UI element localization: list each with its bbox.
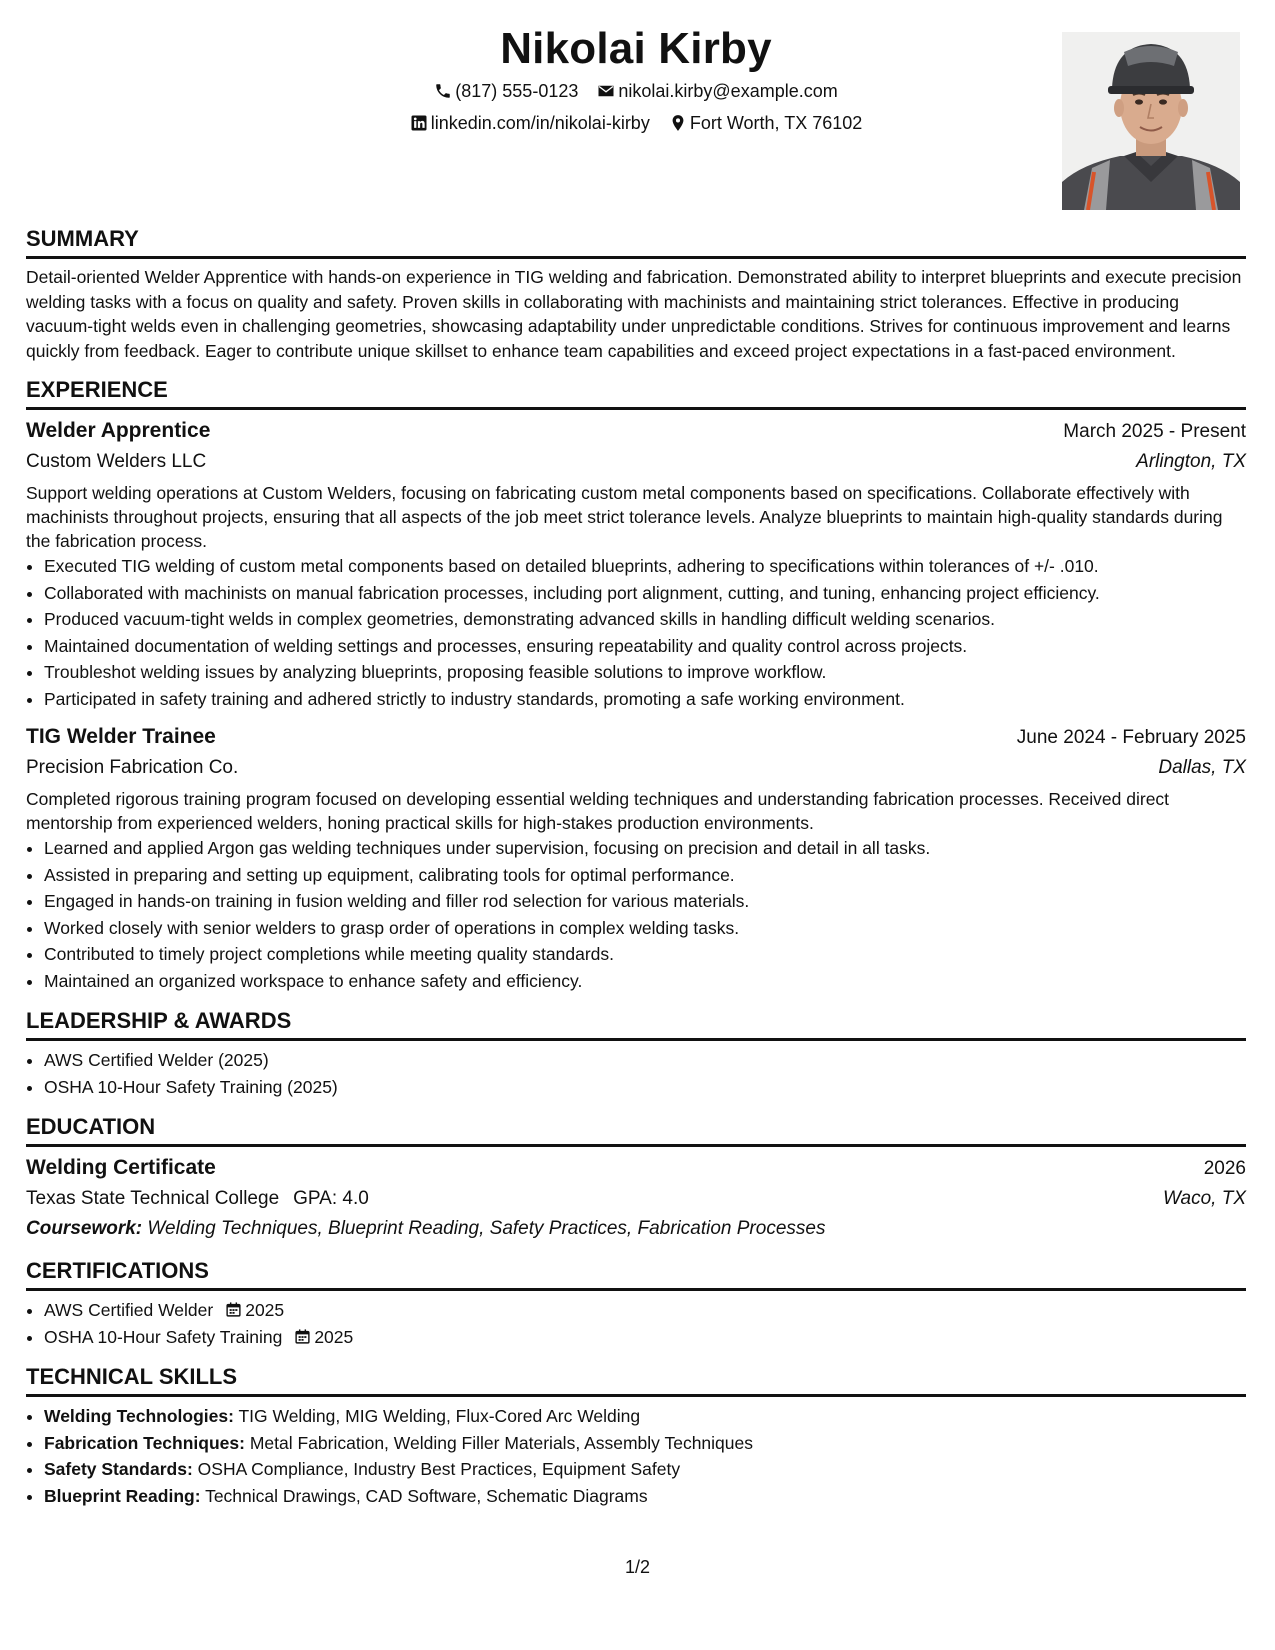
- skill-value: TIG Welding, MIG Welding, Flux-Cored Arc Welding: [238, 1406, 641, 1426]
- certification-year: 2025: [245, 1300, 285, 1320]
- coursework-list: Welding Techniques, Blueprint Reading, Safety Practices, Fabrication Processes: [147, 1218, 826, 1239]
- job-entry: [26, 416, 1246, 712]
- contact-location: [669, 110, 862, 136]
- list-item: • Contributed to timely project completions while meeting quality standards.: [44, 941, 1246, 968]
- skill-label: Fabrication Techniques:: [44, 1432, 245, 1453]
- job-company: Custom Welders LLC: [26, 451, 207, 472]
- list-item: • Engaged in hands-on training in fusion welding and filler rod selection for various materials.: [44, 888, 1246, 915]
- section-heading: CERTIFICATIONS: [26, 1258, 1246, 1291]
- profile-photo: [1062, 32, 1240, 210]
- summary-section: [26, 226, 1246, 363]
- certifications-section: [26, 1258, 1246, 1350]
- calendar-icon: [294, 1328, 311, 1345]
- map-pin-icon: [669, 114, 687, 132]
- resume-content: [26, 226, 1246, 1523]
- list-item: [44, 1456, 1246, 1483]
- job-bullets: [26, 553, 1246, 712]
- linkedin-icon: [410, 114, 428, 132]
- school-name: Texas State Technical College: [26, 1188, 280, 1209]
- section-heading: TECHNICAL SKILLS: [26, 1364, 1246, 1397]
- list-item: • Collaborated with machinists on manual fabrication processes, including port alignment, cutting, and tuning, enhancing project efficiency.: [44, 580, 1246, 607]
- list-item: • Worked closely with senior welders to grasp order of operations in complex welding tasks.: [44, 915, 1246, 942]
- list-item: [44, 1483, 1246, 1510]
- list-item: • Executed TIG welding of custom metal components based on detailed blueprints, adhering to specifications within tolerances of +/- .010.: [44, 553, 1246, 580]
- skill-label: Safety Standards:: [44, 1459, 193, 1479]
- job-bullets: [26, 835, 1246, 994]
- certifications-list: [26, 1297, 1246, 1350]
- job-location: Arlington, TX: [1136, 451, 1246, 472]
- skill-label: Welding Technologies:: [44, 1406, 234, 1426]
- skill-label: Blueprint Reading:: [44, 1485, 201, 1506]
- list-item: • AWS Certified Welder (2025): [44, 1047, 1246, 1074]
- school-location: Waco, TX: [1162, 1188, 1246, 1209]
- list-item: • Learned and applied Argon gas welding techniques under supervision, focusing on precision and detail in all tasks.: [44, 835, 1246, 862]
- job-title: TIG Welder Trainee: [26, 725, 216, 748]
- job-location: Dallas, TX: [1158, 757, 1246, 778]
- section-heading: EXPERIENCE: [26, 377, 1246, 410]
- page-number: 1/2: [624, 1557, 651, 1577]
- certification-year: 2025: [314, 1326, 354, 1347]
- section-heading: EDUCATION: [26, 1114, 1246, 1147]
- skill-value: Technical Drawings, CAD Software, Schematic Diagrams: [205, 1485, 648, 1506]
- coursework-label: Coursework:: [26, 1218, 143, 1239]
- list-item: • Participated in safety training and adhered strictly to industry standards, promoting a safe working environment.: [44, 686, 1246, 713]
- skill-value: Metal Fabrication, Welding Filler Materials, Assembly Techniques: [249, 1432, 754, 1453]
- job-company: Precision Fabrication Co.: [26, 757, 239, 778]
- list-item: • Maintained an organized workspace to enhance safety and efficiency.: [44, 968, 1246, 995]
- job-title: Welder Apprentice: [26, 419, 211, 442]
- skills-section: [26, 1364, 1246, 1509]
- contact-email: [597, 78, 837, 104]
- email-link[interactable]: nikolai.kirby@example.com: [618, 81, 838, 101]
- coursework-line: [26, 1214, 1246, 1244]
- contact-linkedin: [410, 110, 650, 136]
- certification-name: OSHA 10-Hour Safety Training: [44, 1326, 283, 1347]
- school-line: [26, 1184, 369, 1214]
- job-dates: March 2025 - Present: [1063, 421, 1246, 442]
- list-item: [44, 1297, 1246, 1324]
- experience-section: [26, 377, 1246, 994]
- job-description: Support welding operations at Custom Welders, focusing on fabricating custom metal components based on specifications. Collaborate effectively with machinists throughout projects, ensuring that all aspects of the job meet strict tolerance levels. Analyze blueprints to maintain high-quality standards during the fabrication process.: [26, 483, 1223, 551]
- location-text: Fort Worth, TX 76102: [689, 113, 863, 133]
- linkedin-link[interactable]: linkedin.com/in/nikolai-kirby: [430, 113, 650, 133]
- list-item: • Maintained documentation of welding settings and processes, ensuring repeatability and quality control across projects.: [44, 633, 1246, 660]
- list-item: [44, 1324, 1246, 1351]
- list-item: [44, 1430, 1246, 1457]
- contact-phone: [434, 78, 578, 104]
- summary-text: Detail-oriented Welder Apprentice with hands-on experience in TIG welding and fabrication. Demonstrated ability to interpret blueprints and execute precision welding tasks with a focus on quality and safety. Proven skills in collaborating with machinists and maintaining strict tolerances. Effective in producing vacuum-tight welds even in challenging geometries, showcasing adaptability under unpredictable conditions. Strives for continuous improvement and learns quickly from feedback. Eager to contribute unique skillset to enhance team capabilities and exceed project expectations in a fast-paced environment.: [26, 267, 1242, 361]
- job-entry: [26, 722, 1246, 994]
- resume-header: [26, 22, 1246, 222]
- degree-title: Welding Certificate: [26, 1156, 216, 1179]
- gpa: GPA: 4.0: [293, 1188, 369, 1209]
- awards-section: [26, 1008, 1246, 1100]
- job-description: Completed rigorous training program focused on developing essential welding techniques and understanding fabrication processes. Received direct mentorship from experienced welders, honing practical skills for high-stakes production environments.: [26, 789, 1170, 833]
- list-item: • Produced vacuum-tight welds in complex geometries, demonstrating advanced skills in handling difficult welding scenarios.: [44, 606, 1246, 633]
- certification-name: AWS Certified Welder: [44, 1300, 214, 1320]
- calendar-icon: [225, 1301, 242, 1318]
- job-dates: June 2024 - February 2025: [1016, 727, 1246, 748]
- phone-text[interactable]: (817) 555-0123: [455, 81, 579, 101]
- phone-icon: [434, 82, 452, 100]
- candidate-name: Nikolai Kirby: [500, 24, 772, 73]
- list-item: [44, 1403, 1246, 1430]
- skills-list: [26, 1403, 1246, 1509]
- skill-value: OSHA Compliance, Industry Best Practices, Equipment Safety: [197, 1459, 681, 1479]
- list-item: • Troubleshot welding issues by analyzing blueprints, proposing feasible solutions to improve workflow.: [44, 659, 1246, 686]
- graduation-year: 2026: [1203, 1158, 1246, 1179]
- list-item: • Assisted in preparing and setting up equipment, calibrating tools for optimal performance.: [44, 862, 1246, 889]
- education-section: [26, 1114, 1246, 1244]
- envelope-icon: [597, 82, 615, 100]
- awards-list: [26, 1047, 1246, 1100]
- section-heading: LEADERSHIP & AWARDS: [26, 1008, 1246, 1041]
- list-item: • OSHA 10-Hour Safety Training (2025): [44, 1074, 1246, 1101]
- section-heading: SUMMARY: [26, 226, 1246, 259]
